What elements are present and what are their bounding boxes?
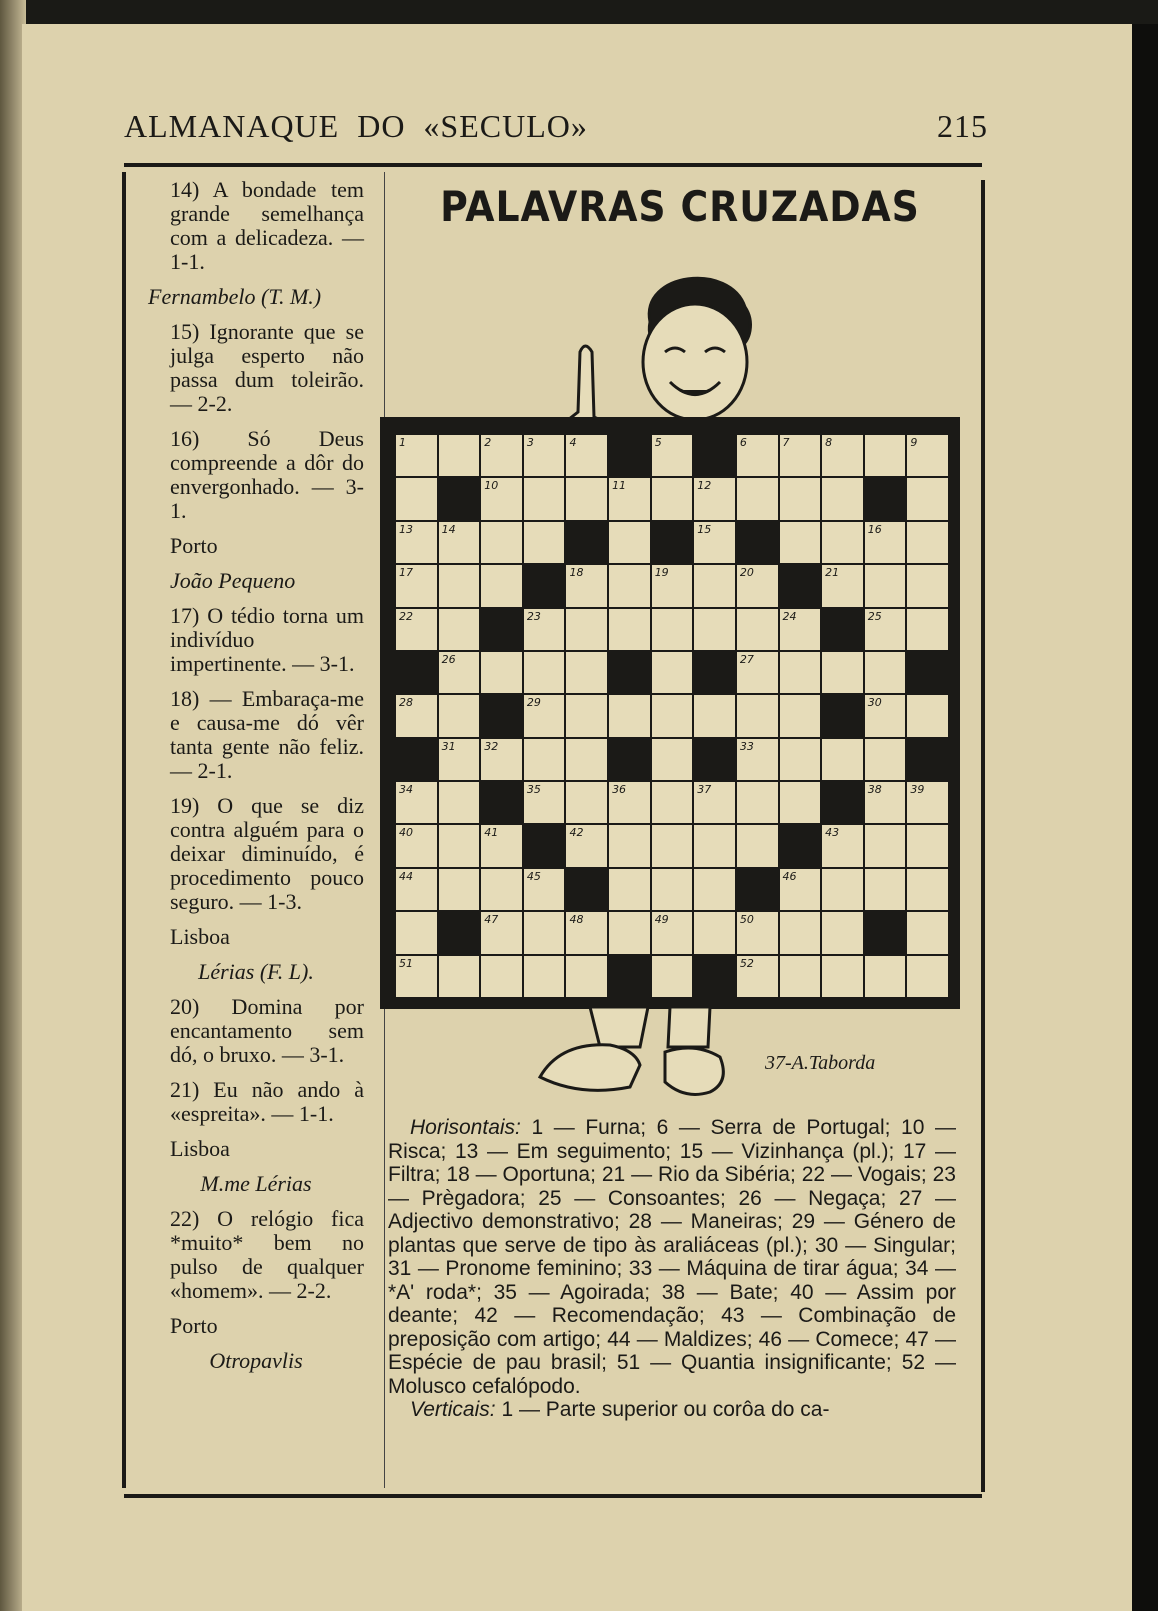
crossword-cell[interactable] xyxy=(865,956,906,997)
crossword-cell[interactable] xyxy=(524,522,565,563)
horizontal-clue-text: 1 — Furna; 6 — Serra de Portugal; 10 — Risca; 13 — Em seguimento; 15 — Vizinhança (pl.); 17 — Filtra; 18 — Oportuna; 21 — Rio da Sibéria; 22 — Vogais; 23 — Prègadora; 25 — Consoantes; 26 — Negaça; 27 — Adjectivo demonstrativo; 28 — Maneiras; 29 — Género de plantas que serve de tipo às araliáceas (pl.); 30 — Singular; 31 — Pronome feminino; 33 — Máquina de tirar água; 34 — *A' roda*; 35 — Agoirada; 38 — Bate; 40 — Assim por deante; 42 — Recomendação; 43 — Combinação de preposição com artigo; 44 — Maldizes; 46 — Comece; 47 — Espécie de pau brasil; 51 — Quantia insignificante; 52 — Molusco cefalópodo. xyxy=(388,1116,956,1398)
crossword-cell[interactable] xyxy=(780,912,821,953)
crossword-cell[interactable] xyxy=(609,522,650,563)
crossword-cell[interactable] xyxy=(780,522,821,563)
crossword-cell[interactable] xyxy=(907,956,948,997)
clue-number: 47 xyxy=(484,913,499,927)
crossword-cell[interactable] xyxy=(822,869,863,910)
crossword-cell[interactable] xyxy=(439,782,480,823)
crossword-cell[interactable] xyxy=(780,739,821,780)
clue-number: 28 xyxy=(399,696,413,710)
crossword-black-cell xyxy=(822,695,863,736)
crossword-cell[interactable] xyxy=(609,565,650,606)
crossword-cell[interactable] xyxy=(907,869,948,910)
crossword-black-cell xyxy=(652,522,693,563)
crossword-cell[interactable] xyxy=(524,478,565,519)
vertical-label: Verticais: xyxy=(410,1398,496,1421)
vertical-clue-text: 1 — Parte superior ou corôa do ca- xyxy=(501,1398,830,1421)
crossword-cell[interactable] xyxy=(694,609,735,650)
crossword-cell[interactable] xyxy=(865,609,906,650)
crossword-black-cell xyxy=(694,739,735,780)
crossword-cell[interactable] xyxy=(439,825,480,866)
clue-number: 51 xyxy=(399,956,413,970)
crossword-cell[interactable] xyxy=(439,869,480,910)
crossword-cell[interactable] xyxy=(524,739,565,780)
crossword-cell[interactable] xyxy=(609,825,650,866)
crossword-cell[interactable] xyxy=(737,435,778,476)
proverb-line: 15) Ignorante que se julga esperto não passa dum toleirão. — 2-2. xyxy=(170,319,364,416)
crossword-black-cell xyxy=(481,695,522,736)
crossword-cell[interactable] xyxy=(694,522,735,563)
crossword-black-cell xyxy=(396,739,437,780)
crossword-cell[interactable] xyxy=(524,435,565,476)
clue-number: 33 xyxy=(739,739,754,753)
clue-number: 20 xyxy=(739,566,754,580)
clue-number: 32 xyxy=(484,739,499,753)
crossword-cell[interactable] xyxy=(524,956,565,997)
crossword-cell[interactable] xyxy=(481,522,522,563)
clue-number: 18 xyxy=(569,566,584,580)
proverb-line: 20) Domina por encantamento sem dó, o bruxo. — 3-1. xyxy=(170,994,364,1067)
clue-number: 27 xyxy=(739,652,754,666)
crossword-cell[interactable] xyxy=(652,652,693,693)
crossword-black-cell xyxy=(524,565,565,606)
crossword-cell[interactable] xyxy=(396,825,437,866)
crossword-cell[interactable] xyxy=(481,739,522,780)
crossword-black-cell xyxy=(609,652,650,693)
crossword-cell[interactable] xyxy=(780,652,821,693)
crossword-cell[interactable] xyxy=(524,609,565,650)
crossword-cell[interactable] xyxy=(907,782,948,823)
proverb-line: Lisboa xyxy=(170,924,230,949)
clue-number: 42 xyxy=(569,826,584,840)
crossword-black-cell xyxy=(694,652,735,693)
proverb-line: 18) — Embaraça-me e causa-me dó vêr tanta gente não feliz. — 2-1. xyxy=(170,686,364,783)
crossword-black-cell xyxy=(439,478,480,519)
proverb-line: Lisboa xyxy=(170,1136,230,1161)
crossword-cell[interactable] xyxy=(780,478,821,519)
clue-number: 9 xyxy=(910,436,918,449)
crossword-cell[interactable] xyxy=(822,739,863,780)
clue-number: 37 xyxy=(697,783,712,797)
header-rule xyxy=(124,163,982,167)
clue-number: 29 xyxy=(526,696,541,710)
clue-number: 36 xyxy=(612,783,627,797)
crossword-cell[interactable] xyxy=(524,782,565,823)
page-number: 215 xyxy=(937,108,988,144)
crossword-cell[interactable] xyxy=(907,912,948,953)
clue-number: 24 xyxy=(782,609,797,623)
crossword-cell[interactable] xyxy=(439,652,480,693)
crossword-cell[interactable] xyxy=(566,435,607,476)
clue-number: 6 xyxy=(739,436,747,449)
crossword-cell[interactable] xyxy=(907,825,948,866)
crossword-cell[interactable] xyxy=(865,825,906,866)
proverb-line: Porto xyxy=(170,1313,218,1338)
horizontal-clues xyxy=(388,1116,956,1398)
clue-number: 35 xyxy=(526,783,541,797)
crossword-cell[interactable] xyxy=(780,956,821,997)
crossword-black-cell xyxy=(609,956,650,997)
crossword-cell[interactable] xyxy=(780,435,821,476)
proverb-line: Otropavlis xyxy=(209,1348,303,1373)
crossword-cell[interactable] xyxy=(566,695,607,736)
crossword-cell[interactable] xyxy=(652,739,693,780)
footer-rule xyxy=(124,1494,982,1498)
crossword-cell[interactable] xyxy=(907,478,948,519)
crossword-cell[interactable] xyxy=(396,478,437,519)
crossword-cell[interactable] xyxy=(524,652,565,693)
crossword-cell[interactable] xyxy=(566,825,607,866)
clue-number: 30 xyxy=(867,696,882,710)
crossword-cell[interactable] xyxy=(524,912,565,953)
clue-number: 15 xyxy=(697,522,712,536)
crossword-cell[interactable] xyxy=(652,956,693,997)
crossword-cell[interactable] xyxy=(865,695,906,736)
clue-number: 40 xyxy=(399,826,413,840)
crossword-cell[interactable] xyxy=(481,825,522,866)
crossword-black-cell xyxy=(694,956,735,997)
clue-number: 21 xyxy=(825,566,840,580)
crossword-grid xyxy=(394,433,950,999)
crossword-cell[interactable] xyxy=(737,956,778,997)
crossword-cell[interactable] xyxy=(694,912,735,953)
crossword-cell[interactable] xyxy=(694,869,735,910)
crossword-cell[interactable] xyxy=(822,565,863,606)
clue-number: 39 xyxy=(910,783,925,797)
crossword-cell[interactable] xyxy=(737,609,778,650)
clue-number: 22 xyxy=(399,609,413,623)
clue-number: 13 xyxy=(399,522,413,536)
clue-number: 11 xyxy=(612,479,627,493)
running-header xyxy=(120,108,992,152)
vertical-clues xyxy=(388,1398,956,1422)
proverb-line: 16) Só Deus compreende a dôr do envergonhado. — 3-1. xyxy=(170,426,364,523)
crossword-section xyxy=(380,172,984,1488)
crossword-cell[interactable] xyxy=(652,565,693,606)
crossword-black-cell xyxy=(524,825,565,866)
proverbs-column xyxy=(122,172,385,1488)
crossword-cell[interactable] xyxy=(822,652,863,693)
crossword-cell[interactable] xyxy=(652,435,693,476)
proverb-line: João Pequeno xyxy=(170,568,296,593)
crossword-cell[interactable] xyxy=(652,869,693,910)
crossword-cell[interactable] xyxy=(652,695,693,736)
proverb-line: 17) O tédio torna um indivíduo impertinente. — 3-1. xyxy=(170,603,364,676)
proverb-line: Lérias (F. L). xyxy=(198,959,314,984)
crossword-cell[interactable] xyxy=(396,869,437,910)
clue-number: 50 xyxy=(739,913,754,927)
crossword-cell[interactable] xyxy=(609,609,650,650)
clue-number: 4 xyxy=(569,436,577,449)
crossword-cell[interactable] xyxy=(566,565,607,606)
crossword-cell[interactable] xyxy=(780,695,821,736)
crossword-cell[interactable] xyxy=(439,522,480,563)
crossword-board xyxy=(380,417,960,1009)
clue-number: 23 xyxy=(526,609,541,623)
crossword-cell[interactable] xyxy=(737,652,778,693)
crossword-cell[interactable] xyxy=(737,912,778,953)
crossword-cell[interactable] xyxy=(822,478,863,519)
crossword-cell[interactable] xyxy=(652,912,693,953)
proverbs-list xyxy=(148,178,364,1384)
crossword-cell[interactable] xyxy=(481,912,522,953)
crossword-cell[interactable] xyxy=(609,869,650,910)
crossword-cell[interactable] xyxy=(737,782,778,823)
crossword-cell[interactable] xyxy=(396,912,437,953)
crossword-black-cell xyxy=(737,869,778,910)
crossword-cell[interactable] xyxy=(481,565,522,606)
crossword-cell[interactable] xyxy=(865,435,906,476)
crossword-cell[interactable] xyxy=(566,652,607,693)
clue-number: 49 xyxy=(654,913,669,927)
crossword-black-cell xyxy=(481,782,522,823)
crossword-cell[interactable] xyxy=(694,478,735,519)
crossword-cell[interactable] xyxy=(865,869,906,910)
proverb-line: Porto xyxy=(170,533,218,558)
clue-number: 26 xyxy=(441,652,456,666)
crossword-cell[interactable] xyxy=(694,825,735,866)
clue-number: 14 xyxy=(441,522,456,536)
crossword-cell[interactable] xyxy=(396,435,437,476)
crossword-cell[interactable] xyxy=(524,695,565,736)
clue-number: 8 xyxy=(825,436,833,449)
crossword-cell[interactable] xyxy=(439,739,480,780)
proverb-line: 19) O que se diz contra alguém para o deixar diminuído, é procedimento pouco seguro. — 1-3. xyxy=(170,793,364,914)
crossword-cell[interactable] xyxy=(694,565,735,606)
clue-number: 52 xyxy=(739,956,754,970)
proverb-line: 14) A bondade tem grande semelhança com a delicadeza. — 1-1. xyxy=(170,177,364,274)
crossword-cell[interactable] xyxy=(439,609,480,650)
clue-number: 10 xyxy=(484,479,499,493)
crossword-cell[interactable] xyxy=(566,739,607,780)
clue-number: 12 xyxy=(697,479,712,493)
crossword-cell[interactable] xyxy=(566,956,607,997)
crossword-cell[interactable] xyxy=(396,695,437,736)
crossword-cell[interactable] xyxy=(481,956,522,997)
crossword-cell[interactable] xyxy=(865,782,906,823)
crossword-cell[interactable] xyxy=(652,609,693,650)
crossword-cell[interactable] xyxy=(907,695,948,736)
clue-number: 25 xyxy=(867,609,882,623)
crossword-cell[interactable] xyxy=(609,782,650,823)
crossword-cell[interactable] xyxy=(907,565,948,606)
crossword-black-cell xyxy=(780,565,821,606)
crossword-cell[interactable] xyxy=(737,565,778,606)
crossword-cell[interactable] xyxy=(396,565,437,606)
clues-block xyxy=(388,1116,956,1422)
clue-number: 17 xyxy=(399,566,413,580)
clue-number: 1 xyxy=(399,436,406,449)
crossword-cell[interactable] xyxy=(396,522,437,563)
crossword-cell[interactable] xyxy=(907,435,948,476)
crossword-cell[interactable] xyxy=(865,522,906,563)
clue-number: 46 xyxy=(782,869,797,883)
clue-number: 38 xyxy=(867,783,882,797)
horizontal-label: Horisontais: xyxy=(410,1116,521,1139)
crossword-cell[interactable] xyxy=(439,956,480,997)
clue-number: 31 xyxy=(441,739,456,753)
proverb-line: 22) O relógio fica *muito* bem no pulso de qualquer «homem». — 2-2. xyxy=(170,1206,364,1303)
crossword-black-cell xyxy=(907,739,948,780)
puzzle-title: PALAVRAS CRUZADAS xyxy=(440,182,920,231)
crossword-cell[interactable] xyxy=(780,782,821,823)
crossword-cell[interactable] xyxy=(822,956,863,997)
crossword-cell[interactable] xyxy=(481,652,522,693)
clue-number: 41 xyxy=(484,826,499,840)
crossword-cell[interactable] xyxy=(439,695,480,736)
clue-number: 48 xyxy=(569,913,584,927)
crossword-black-cell xyxy=(822,609,863,650)
clue-number: 2 xyxy=(484,436,492,449)
crossword-cell[interactable] xyxy=(780,609,821,650)
crossword-cell[interactable] xyxy=(566,609,607,650)
crossword-cell[interactable] xyxy=(481,435,522,476)
proverb-line: 21) Eu não ando à «espreita». — 1-1. xyxy=(170,1077,364,1126)
crossword-cell[interactable] xyxy=(396,956,437,997)
crossword-cell[interactable] xyxy=(737,825,778,866)
clue-number: 7 xyxy=(782,436,790,449)
crossword-cell[interactable] xyxy=(822,912,863,953)
crossword-cell[interactable] xyxy=(822,522,863,563)
crossword-cell[interactable] xyxy=(865,739,906,780)
crossword-cell[interactable] xyxy=(566,478,607,519)
crossword-cell[interactable] xyxy=(609,478,650,519)
crossword-cell[interactable] xyxy=(439,435,480,476)
artist-signature: 37-A.Taborda xyxy=(765,1052,876,1074)
crossword-black-cell xyxy=(780,825,821,866)
crossword-black-cell xyxy=(396,652,437,693)
crossword-cell[interactable] xyxy=(822,825,863,866)
crossword-cell[interactable] xyxy=(652,782,693,823)
crossword-black-cell xyxy=(609,435,650,476)
crossword-black-cell xyxy=(566,869,607,910)
clue-number: 34 xyxy=(399,783,413,797)
clue-number: 5 xyxy=(654,436,662,449)
crossword-cell[interactable] xyxy=(609,695,650,736)
crossword-cell[interactable] xyxy=(865,652,906,693)
crossword-black-cell xyxy=(737,522,778,563)
crossword-cell[interactable] xyxy=(907,609,948,650)
crossword-cell[interactable] xyxy=(396,609,437,650)
clue-number: 44 xyxy=(399,869,413,883)
crossword-cell[interactable] xyxy=(865,565,906,606)
box-border-right xyxy=(981,180,985,1492)
crossword-cell[interactable] xyxy=(694,695,735,736)
crossword-cell[interactable] xyxy=(694,782,735,823)
crossword-cell[interactable] xyxy=(566,912,607,953)
crossword-cell[interactable] xyxy=(481,478,522,519)
crossword-black-cell xyxy=(481,609,522,650)
crossword-black-cell xyxy=(609,739,650,780)
proverb-line: M.me Lérias xyxy=(200,1171,312,1196)
crossword-cell[interactable] xyxy=(737,478,778,519)
crossword-cell[interactable] xyxy=(780,869,821,910)
crossword-cell[interactable] xyxy=(652,478,693,519)
clue-number: 19 xyxy=(654,566,669,580)
clue-number: 16 xyxy=(867,522,882,536)
clue-number: 43 xyxy=(825,826,840,840)
crossword-black-cell xyxy=(865,478,906,519)
crossword-cell[interactable] xyxy=(737,695,778,736)
crossword-cell[interactable] xyxy=(439,565,480,606)
crossword-black-cell xyxy=(822,782,863,823)
clue-number: 45 xyxy=(526,869,541,883)
almanac-title: ALMANAQUE DO «SECULO» xyxy=(124,108,588,144)
clue-number: 3 xyxy=(526,436,534,449)
crossword-cell[interactable] xyxy=(481,869,522,910)
crossword-cell[interactable] xyxy=(737,739,778,780)
crossword-black-cell xyxy=(694,435,735,476)
crossword-cell[interactable] xyxy=(907,522,948,563)
crossword-cell[interactable] xyxy=(652,825,693,866)
crossword-cell[interactable] xyxy=(396,782,437,823)
crossword-cell[interactable] xyxy=(524,869,565,910)
crossword-black-cell xyxy=(865,912,906,953)
crossword-cell[interactable] xyxy=(609,912,650,953)
page-edge xyxy=(1132,24,1158,1611)
crossword-black-cell xyxy=(907,652,948,693)
crossword-cell[interactable] xyxy=(566,782,607,823)
proverb-line: Fernambelo (T. M.) xyxy=(148,284,322,309)
crossword-black-cell xyxy=(439,912,480,953)
crossword-cell[interactable] xyxy=(822,435,863,476)
crossword-black-cell xyxy=(566,522,607,563)
